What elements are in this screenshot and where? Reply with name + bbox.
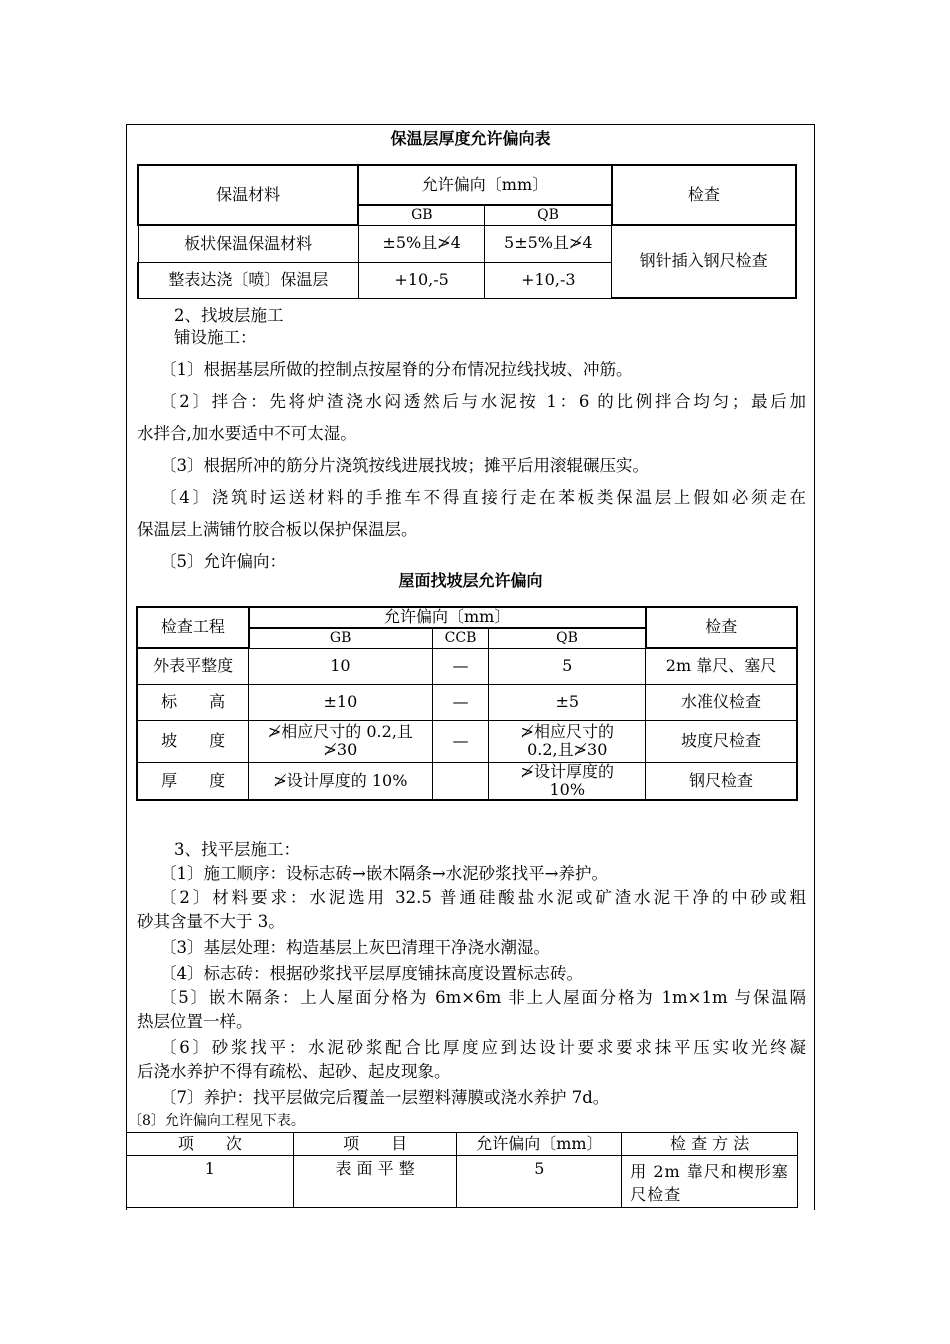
- section3-step7: 〔7〕养护：找平层做完后覆盖一层塑料薄膜或浇水养护 7d。: [160, 1088, 610, 1107]
- check-method: 钢针插入钢尺检查: [612, 225, 796, 298]
- row-flatness-gb: 10: [249, 648, 432, 684]
- row1-gb: ±5%且≯4: [358, 225, 485, 262]
- table2-title: 屋面找坡层允许偏向: [398, 571, 543, 590]
- slope-layer-table: [136, 606, 798, 801]
- section2-step5: 〔5〕允许偏向：: [160, 552, 286, 571]
- header-check: 检查: [646, 607, 797, 648]
- section2-step3: 〔3〕根据所冲的筋分片浇筑按线进展找坡；摊平后用滚辊碾压实。: [160, 456, 649, 475]
- header-check: 检查: [612, 165, 796, 225]
- header-allowable: 允许偏向〔mm〕: [358, 165, 611, 205]
- row-elevation-name: 标 高: [137, 684, 249, 720]
- row-elevation-qb: ±5: [489, 684, 646, 720]
- section2-step2a: 〔2〕拌合：先将炉渣浇水闷透然后与水泥按 1：6 的比例拌合均匀；最后加: [160, 392, 806, 411]
- header-item: 检查工程: [137, 607, 249, 648]
- row-slope-gb: ≯相应尺寸的 0.2,且≯30: [249, 720, 432, 762]
- header-gb: GB: [358, 205, 485, 225]
- section3-step6b: 后浇水养护不得有疏松、起砂、起皮现象。: [137, 1062, 451, 1081]
- row1-item: 表 面 平 整: [293, 1156, 457, 1208]
- section2-step1: 〔1〕根据基层所做的控制点按屋脊的分布情况拉线找坡、冲筋。: [160, 360, 633, 379]
- row-thickness-name: 厚 度: [137, 762, 249, 800]
- section3-step6a: 〔6〕砂浆找平：水泥砂浆配合比厚度应到达设计要求要求抹平压实收光终凝: [160, 1038, 806, 1057]
- section3-step3: 〔3〕基层处理：构造基层上灰巴清理干净浇水潮湿。: [160, 938, 550, 957]
- section3-step1: 〔1〕施工顺序：设标志砖→嵌木隔条→水泥砂浆找平→养护。: [160, 864, 608, 883]
- section2-step4b: 保温层上满铺竹胶合板以保护保温层。: [137, 520, 418, 539]
- row-slope-qb: ≯相应尺寸的 0.2,且≯30: [489, 720, 646, 762]
- header-qb: QB: [485, 205, 612, 225]
- row-slope-check: 坡度尺检查: [646, 720, 797, 762]
- header-allowable: 允许偏向〔mm〕: [457, 1133, 622, 1156]
- section2-step4a: 〔4〕浇筑时运送材料的手推车不得直接行走在苯板类保温层上假如必须走在: [160, 488, 806, 507]
- row1-allowable: 5: [457, 1156, 622, 1208]
- row-flatness-ccb: —: [432, 648, 489, 684]
- row-thickness-qb: ≯设计厚度的 10%: [489, 762, 646, 800]
- header-allowable: 允许偏向〔mm〕: [249, 607, 646, 628]
- leveling-layer-table: [126, 1132, 798, 1208]
- row-slope-ccb: —: [432, 720, 489, 762]
- header-item-no: 项 次: [127, 1133, 294, 1156]
- row2-material: 整表达浇〔喷〕保温层: [138, 262, 358, 298]
- header-qb: QB: [489, 628, 646, 648]
- row-elevation-check: 水准仪检查: [646, 684, 797, 720]
- row1-material: 板状保温保温材料: [138, 225, 358, 262]
- section3-step5b: 热层位置一样。: [137, 1012, 253, 1031]
- row1-qb: 5±5%且≯4: [485, 225, 612, 262]
- row2-gb: +10,-5: [358, 262, 485, 298]
- section2-step2b: 水拌合,加水要适中不可太湿。: [137, 424, 357, 443]
- row-slope-name: 坡 度: [137, 720, 249, 762]
- row-thickness-gb: ≯设计厚度的 10%: [249, 762, 432, 800]
- header-method: 检 查 方 法: [622, 1133, 798, 1156]
- insulation-thickness-table: [137, 164, 797, 299]
- section3-step4: 〔4〕标志砖：根据砂浆找平层厚度铺抹高度设置标志砖。: [160, 964, 583, 983]
- row-flatness-name: 外表平整度: [137, 648, 249, 684]
- row-elevation-gb: ±10: [249, 684, 432, 720]
- header-material: 保温材料: [138, 165, 358, 225]
- section3-step8: 〔8〕允许偏向工程见下表。: [128, 1113, 305, 1129]
- header-item-name: 项 目: [293, 1133, 457, 1156]
- section3-heading: 3、找平层施工：: [174, 840, 300, 859]
- row-flatness-qb: 5: [489, 648, 646, 684]
- row1-method: 用 2m 靠尺和楔形塞尺检查: [622, 1156, 798, 1208]
- row2-qb: +10,-3: [485, 262, 612, 298]
- section2-heading: 2、找坡层施工: [174, 306, 284, 325]
- section2-sub: 铺设施工：: [174, 328, 257, 347]
- row-elevation-ccb: —: [432, 684, 489, 720]
- row1-no: 1: [127, 1156, 294, 1208]
- row-flatness-check: 2m 靠尺、塞尺: [646, 648, 797, 684]
- section3-step5a: 〔5〕嵌木隔条：上人屋面分格为 6m×6m 非上人屋面分格为 1m×1m 与保温隔: [160, 988, 806, 1007]
- section3-step2a: 〔2〕材料要求：水泥选用 32.5 普通硅酸盐水泥或矿渣水泥干净的中砂或粗: [160, 888, 806, 907]
- row-thickness-ccb: [432, 762, 489, 800]
- header-gb: GB: [249, 628, 432, 648]
- header-ccb: CCB: [432, 628, 489, 648]
- section3-step2b: 砂其含量不大于 3。: [137, 912, 285, 931]
- row-thickness-check: 钢尺检查: [646, 762, 797, 800]
- table1-title: 保温层厚度允许偏向表: [390, 129, 551, 148]
